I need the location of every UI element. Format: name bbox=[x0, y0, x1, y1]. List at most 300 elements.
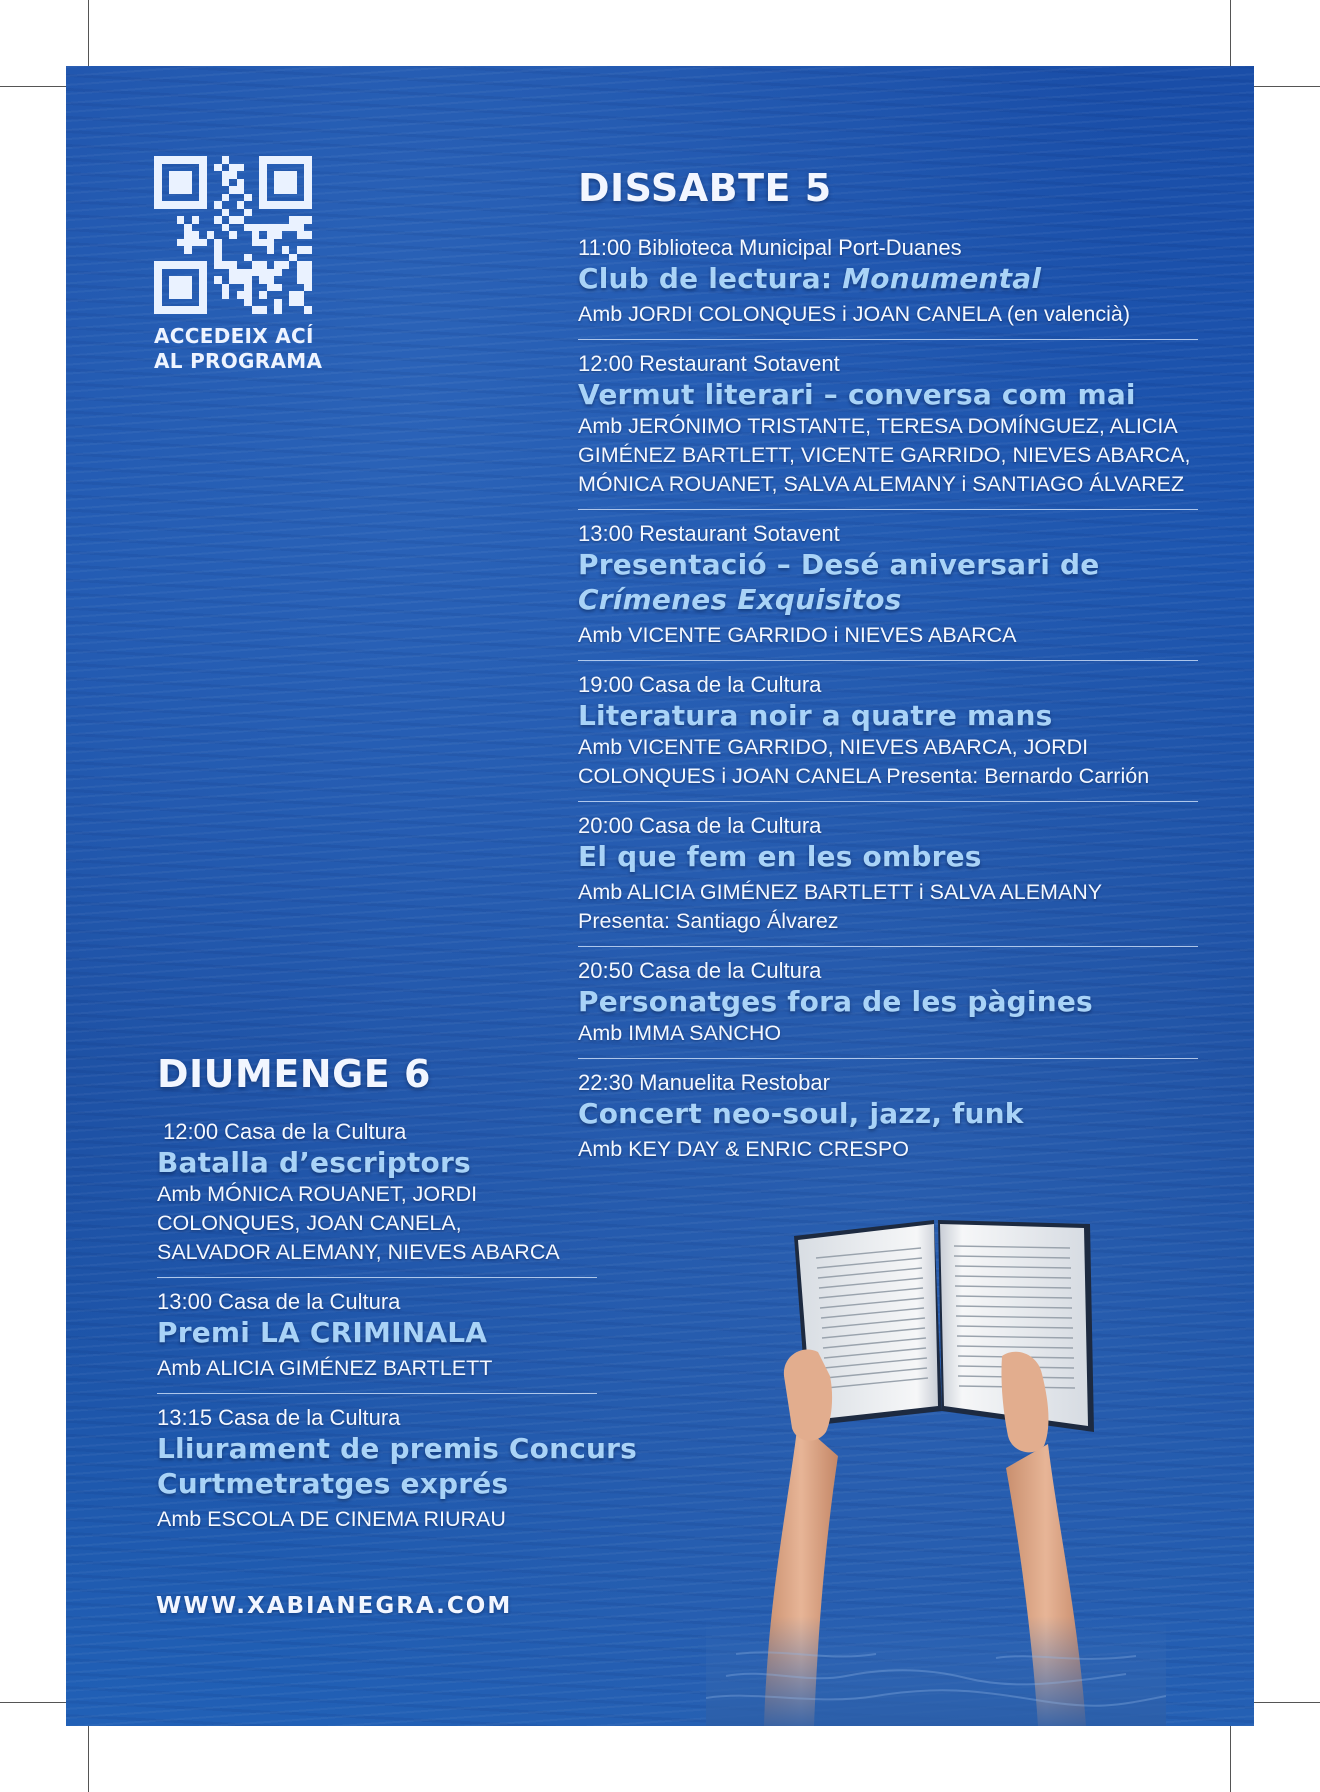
qr-module bbox=[162, 299, 170, 307]
qr-module bbox=[214, 194, 222, 202]
qr-module bbox=[259, 269, 267, 277]
qr-module bbox=[304, 179, 312, 187]
qr-module bbox=[199, 224, 207, 232]
qr-module bbox=[282, 291, 290, 299]
qr-module bbox=[274, 254, 282, 262]
qr-module bbox=[222, 239, 230, 247]
qr-module bbox=[222, 299, 230, 307]
qr-module bbox=[274, 224, 282, 232]
event-time: 13:00 Casa de la Cultura bbox=[157, 1289, 401, 1314]
qr-module bbox=[244, 276, 252, 284]
qr-module bbox=[237, 239, 245, 247]
qr-module bbox=[177, 284, 185, 292]
qr-module bbox=[214, 171, 222, 179]
qr-module bbox=[222, 201, 230, 209]
event-people-line: Amb ESCOLA DE CINEMA RIURAU bbox=[157, 1507, 506, 1531]
qr-module bbox=[237, 209, 245, 217]
qr-module bbox=[154, 246, 162, 254]
qr-module bbox=[154, 299, 162, 307]
qr-module bbox=[184, 261, 192, 269]
qr-module bbox=[177, 276, 185, 284]
event-people bbox=[157, 1505, 597, 1534]
qr-module bbox=[252, 216, 260, 224]
qr-module bbox=[214, 209, 222, 217]
qr-module bbox=[192, 186, 200, 194]
qr-module bbox=[252, 156, 260, 164]
qr-module bbox=[177, 261, 185, 269]
qr-module bbox=[154, 261, 162, 269]
qr-module bbox=[199, 231, 207, 239]
website-link[interactable]: WWW.XABIANEGRA.COM bbox=[156, 1593, 513, 1619]
event-time: 13:00 Restaurant Sotavent bbox=[578, 521, 840, 546]
qr-module bbox=[244, 156, 252, 164]
qr-module bbox=[267, 299, 275, 307]
qr-module bbox=[229, 156, 237, 164]
qr-module bbox=[229, 171, 237, 179]
qr-module bbox=[252, 269, 260, 277]
qr-module bbox=[274, 291, 282, 299]
qr-module bbox=[304, 186, 312, 194]
qr-module bbox=[192, 216, 200, 224]
qr-module bbox=[222, 246, 230, 254]
qr-module bbox=[192, 306, 200, 314]
qr-module bbox=[237, 156, 245, 164]
qr-module bbox=[244, 239, 252, 247]
qr-module bbox=[207, 194, 215, 202]
qr-module bbox=[169, 231, 177, 239]
event-item bbox=[578, 350, 1198, 510]
qr-module bbox=[274, 171, 282, 179]
qr-code-icon[interactable] bbox=[154, 156, 312, 314]
qr-module bbox=[282, 306, 290, 314]
qr-module bbox=[252, 231, 260, 239]
hands-holding-book-illustration bbox=[706, 1206, 1166, 1726]
qr-module bbox=[169, 254, 177, 262]
qr-module bbox=[154, 156, 162, 164]
event-title: Literatura noir a quatre mans bbox=[578, 699, 1053, 732]
qr-module bbox=[162, 276, 170, 284]
qr-module bbox=[282, 209, 290, 217]
qr-caption-line: ACCEDEIX ACÍ bbox=[154, 324, 314, 348]
qr-module bbox=[199, 171, 207, 179]
qr-module bbox=[289, 254, 297, 262]
event-title: Batalla d’escriptors bbox=[157, 1146, 471, 1179]
qr-module bbox=[177, 179, 185, 187]
event-item bbox=[578, 812, 1198, 947]
qr-module bbox=[297, 276, 305, 284]
qr-module bbox=[169, 171, 177, 179]
qr-module bbox=[162, 269, 170, 277]
event-people bbox=[578, 300, 1198, 329]
qr-module bbox=[267, 284, 275, 292]
qr-module bbox=[229, 186, 237, 194]
qr-module bbox=[229, 216, 237, 224]
qr-module bbox=[169, 291, 177, 299]
qr-module bbox=[207, 209, 215, 217]
qr-module bbox=[274, 246, 282, 254]
qr-module bbox=[252, 291, 260, 299]
qr-module bbox=[259, 284, 267, 292]
qr-module bbox=[229, 276, 237, 284]
qr-module bbox=[304, 231, 312, 239]
qr-module bbox=[177, 291, 185, 299]
qr-module bbox=[297, 231, 305, 239]
qr-module bbox=[214, 299, 222, 307]
qr-module bbox=[192, 209, 200, 217]
qr-module bbox=[259, 179, 267, 187]
qr-module bbox=[289, 156, 297, 164]
qr-module bbox=[154, 306, 162, 314]
qr-module bbox=[154, 231, 162, 239]
qr-module bbox=[304, 209, 312, 217]
event-people-line: Amb VICENTE GARRIDO, NIEVES ABARCA, JORDI bbox=[578, 735, 1089, 759]
qr-module bbox=[252, 164, 260, 172]
event-people-line: Amb JORDI COLONQUES i JOAN CANELA (en valencià) bbox=[578, 302, 1130, 326]
qr-module bbox=[222, 216, 230, 224]
qr-module bbox=[229, 179, 237, 187]
qr-module bbox=[162, 291, 170, 299]
qr-module bbox=[192, 246, 200, 254]
event-title: Vermut literari – conversa com mai bbox=[578, 378, 1136, 411]
qr-module bbox=[274, 231, 282, 239]
qr-module bbox=[289, 284, 297, 292]
qr-module bbox=[199, 306, 207, 314]
qr-module bbox=[274, 209, 282, 217]
qr-module bbox=[297, 209, 305, 217]
qr-module bbox=[229, 261, 237, 269]
qr-module bbox=[304, 246, 312, 254]
qr-module bbox=[222, 156, 230, 164]
qr-module bbox=[162, 209, 170, 217]
qr-module bbox=[184, 269, 192, 277]
qr-module bbox=[304, 156, 312, 164]
qr-module bbox=[274, 164, 282, 172]
qr-module bbox=[259, 156, 267, 164]
qr-module bbox=[237, 216, 245, 224]
qr-module bbox=[169, 261, 177, 269]
event-people bbox=[578, 878, 1198, 936]
qr-module bbox=[207, 164, 215, 172]
qr-module bbox=[192, 231, 200, 239]
qr-module bbox=[304, 291, 312, 299]
qr-module bbox=[237, 284, 245, 292]
qr-module bbox=[274, 216, 282, 224]
qr-module bbox=[162, 186, 170, 194]
qr-module bbox=[297, 269, 305, 277]
qr-module bbox=[222, 224, 230, 232]
qr-module bbox=[297, 299, 305, 307]
qr-module bbox=[169, 194, 177, 202]
qr-module bbox=[282, 224, 290, 232]
qr-module bbox=[259, 209, 267, 217]
qr-module bbox=[252, 201, 260, 209]
qr-module bbox=[304, 284, 312, 292]
event-item bbox=[578, 520, 1198, 661]
qr-module bbox=[207, 306, 215, 314]
qr-module bbox=[244, 186, 252, 194]
qr-module bbox=[222, 209, 230, 217]
qr-module bbox=[214, 201, 222, 209]
qr-module bbox=[169, 269, 177, 277]
qr-module bbox=[304, 194, 312, 202]
qr-module bbox=[184, 291, 192, 299]
qr-module bbox=[252, 209, 260, 217]
qr-module bbox=[282, 201, 290, 209]
qr-module bbox=[207, 239, 215, 247]
qr-module bbox=[289, 201, 297, 209]
qr-module bbox=[229, 299, 237, 307]
qr-module bbox=[199, 194, 207, 202]
event-time: 13:15 Casa de la Cultura bbox=[157, 1405, 401, 1430]
qr-module bbox=[184, 179, 192, 187]
qr-module bbox=[214, 239, 222, 247]
qr-module bbox=[214, 246, 222, 254]
qr-module bbox=[259, 171, 267, 179]
qr-module bbox=[154, 216, 162, 224]
qr-module bbox=[259, 276, 267, 284]
event-item bbox=[578, 1069, 1198, 1174]
qr-module bbox=[237, 299, 245, 307]
event-time: 12:00 Casa de la Cultura bbox=[163, 1119, 407, 1144]
qr-module bbox=[282, 269, 290, 277]
qr-module bbox=[274, 284, 282, 292]
qr-module bbox=[222, 306, 230, 314]
qr-module bbox=[199, 284, 207, 292]
crop-mark bbox=[0, 86, 66, 87]
qr-module bbox=[267, 224, 275, 232]
event-time: 20:50 Casa de la Cultura bbox=[578, 958, 822, 983]
qr-module bbox=[274, 179, 282, 187]
qr-module bbox=[267, 291, 275, 299]
qr-module bbox=[289, 239, 297, 247]
qr-module bbox=[177, 254, 185, 262]
qr-module bbox=[162, 164, 170, 172]
event-people bbox=[157, 1180, 597, 1267]
qr-module bbox=[304, 224, 312, 232]
qr-module bbox=[274, 201, 282, 209]
qr-module bbox=[154, 239, 162, 247]
qr-module bbox=[162, 216, 170, 224]
qr-module bbox=[244, 291, 252, 299]
event-title: Personatges fora de les pàgines bbox=[578, 985, 1093, 1018]
qr-module bbox=[207, 269, 215, 277]
crop-mark bbox=[1254, 1702, 1320, 1703]
qr-module bbox=[177, 186, 185, 194]
event-title-line2: Curtmetratges exprés bbox=[157, 1467, 509, 1500]
qr-module bbox=[304, 254, 312, 262]
qr-module bbox=[229, 224, 237, 232]
qr-module bbox=[244, 231, 252, 239]
qr-module bbox=[214, 216, 222, 224]
qr-module bbox=[289, 209, 297, 217]
qr-module bbox=[207, 216, 215, 224]
qr-module bbox=[207, 231, 215, 239]
event-time: 20:00 Casa de la Cultura bbox=[578, 813, 822, 838]
qr-module bbox=[237, 201, 245, 209]
crop-mark bbox=[1254, 86, 1320, 87]
qr-module bbox=[214, 179, 222, 187]
qr-module bbox=[192, 179, 200, 187]
qr-module bbox=[267, 306, 275, 314]
qr-module bbox=[244, 209, 252, 217]
qr-module bbox=[282, 254, 290, 262]
qr-module bbox=[229, 239, 237, 247]
qr-module bbox=[199, 164, 207, 172]
qr-module bbox=[229, 306, 237, 314]
event-people bbox=[578, 1135, 1198, 1164]
qr-module bbox=[297, 194, 305, 202]
qr-module bbox=[244, 216, 252, 224]
crop-mark bbox=[1230, 1726, 1231, 1792]
qr-module bbox=[282, 194, 290, 202]
poster-panel bbox=[66, 66, 1254, 1726]
qr-module bbox=[222, 186, 230, 194]
qr-module bbox=[169, 209, 177, 217]
qr-module bbox=[199, 246, 207, 254]
qr-module bbox=[282, 239, 290, 247]
qr-module bbox=[244, 261, 252, 269]
qr-module bbox=[274, 306, 282, 314]
qr-module bbox=[267, 171, 275, 179]
qr-module bbox=[267, 231, 275, 239]
qr-module bbox=[229, 269, 237, 277]
qr-module bbox=[207, 179, 215, 187]
qr-module bbox=[229, 209, 237, 217]
qr-module bbox=[177, 216, 185, 224]
qr-module bbox=[214, 284, 222, 292]
qr-module bbox=[252, 239, 260, 247]
qr-module bbox=[154, 201, 162, 209]
qr-module bbox=[237, 291, 245, 299]
qr-module bbox=[267, 201, 275, 209]
qr-module bbox=[169, 306, 177, 314]
qr-module bbox=[274, 276, 282, 284]
qr-module bbox=[214, 186, 222, 194]
qr-module bbox=[222, 254, 230, 262]
qr-module bbox=[252, 306, 260, 314]
qr-module bbox=[222, 261, 230, 269]
qr-module bbox=[177, 224, 185, 232]
event-item bbox=[578, 671, 1198, 802]
qr-module bbox=[177, 171, 185, 179]
qr-module bbox=[162, 254, 170, 262]
qr-module bbox=[199, 156, 207, 164]
qr-module bbox=[252, 179, 260, 187]
qr-module bbox=[169, 299, 177, 307]
qr-module bbox=[192, 254, 200, 262]
qr-module bbox=[222, 171, 230, 179]
qr-module bbox=[207, 156, 215, 164]
qr-module bbox=[267, 209, 275, 217]
event-people bbox=[578, 1019, 1198, 1048]
qr-module bbox=[297, 261, 305, 269]
qr-module bbox=[222, 284, 230, 292]
event-people bbox=[578, 733, 1198, 791]
qr-module bbox=[289, 171, 297, 179]
qr-module bbox=[192, 239, 200, 247]
qr-module bbox=[207, 291, 215, 299]
qr-module bbox=[154, 186, 162, 194]
qr-module bbox=[274, 156, 282, 164]
qr-module bbox=[252, 224, 260, 232]
qr-module bbox=[162, 224, 170, 232]
qr-module bbox=[222, 194, 230, 202]
qr-module bbox=[177, 231, 185, 239]
qr-module bbox=[237, 164, 245, 172]
qr-module bbox=[237, 306, 245, 314]
event-people-line: Amb KEY DAY & ENRIC CRESPO bbox=[578, 1137, 909, 1161]
qr-module bbox=[192, 269, 200, 277]
qr-module bbox=[177, 164, 185, 172]
qr-module bbox=[282, 164, 290, 172]
event-time: 22:30 Manuelita Restobar bbox=[578, 1070, 830, 1095]
qr-module bbox=[304, 261, 312, 269]
qr-module bbox=[214, 276, 222, 284]
qr-module bbox=[184, 254, 192, 262]
qr-module bbox=[304, 239, 312, 247]
qr-module bbox=[177, 209, 185, 217]
qr-module bbox=[154, 254, 162, 262]
event-people-line: COLONQUES, JOAN CANELA, bbox=[157, 1211, 462, 1235]
qr-module bbox=[274, 299, 282, 307]
qr-module bbox=[252, 276, 260, 284]
crop-mark bbox=[1230, 0, 1231, 66]
qr-module bbox=[169, 179, 177, 187]
event-people-line: MÓNICA ROUANET, SALVA ALEMANY i SANTIAGO ÁLVAREZ bbox=[578, 472, 1185, 496]
qr-module bbox=[229, 231, 237, 239]
qr-module bbox=[267, 254, 275, 262]
qr-module bbox=[192, 201, 200, 209]
qr-module bbox=[267, 179, 275, 187]
qr-module bbox=[237, 179, 245, 187]
qr-module bbox=[214, 231, 222, 239]
qr-module bbox=[207, 171, 215, 179]
qr-module bbox=[237, 276, 245, 284]
qr-module bbox=[267, 216, 275, 224]
qr-module bbox=[282, 284, 290, 292]
qr-module bbox=[184, 299, 192, 307]
qr-caption-line: AL PROGRAMA bbox=[154, 349, 323, 373]
qr-module bbox=[304, 276, 312, 284]
qr-module bbox=[289, 269, 297, 277]
qr-module bbox=[252, 261, 260, 269]
qr-module bbox=[154, 194, 162, 202]
event-title-text: Club de lectura: bbox=[578, 262, 843, 295]
qr-module bbox=[162, 306, 170, 314]
qr-module bbox=[214, 306, 222, 314]
qr-module bbox=[289, 261, 297, 269]
qr-module bbox=[244, 299, 252, 307]
qr-module bbox=[237, 224, 245, 232]
qr-module bbox=[297, 224, 305, 232]
qr-module bbox=[289, 186, 297, 194]
event-time: 11:00 Biblioteca Municipal Port-Duanes bbox=[578, 235, 962, 260]
qr-module bbox=[169, 284, 177, 292]
qr-module bbox=[184, 156, 192, 164]
qr-module bbox=[259, 239, 267, 247]
qr-module bbox=[154, 179, 162, 187]
qr-module bbox=[162, 201, 170, 209]
qr-module bbox=[297, 156, 305, 164]
qr-module bbox=[252, 171, 260, 179]
qr-module bbox=[237, 186, 245, 194]
qr-module bbox=[169, 156, 177, 164]
event-title: Premi LA CRIMINALA bbox=[157, 1316, 488, 1349]
qr-module bbox=[229, 164, 237, 172]
qr-module bbox=[244, 224, 252, 232]
qr-module bbox=[304, 306, 312, 314]
qr-module bbox=[267, 194, 275, 202]
